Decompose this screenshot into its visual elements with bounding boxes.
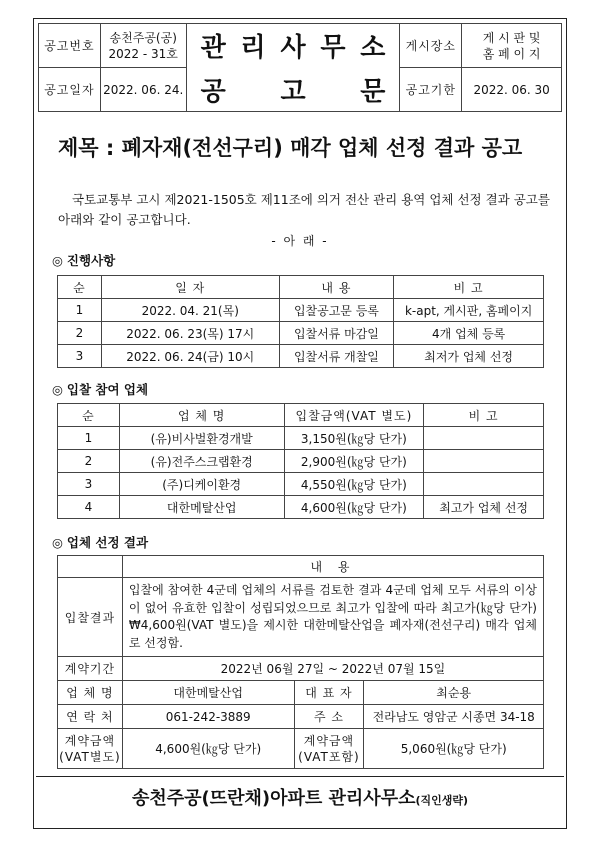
period-label: 계약기간 — [58, 657, 123, 681]
table-cell: 4개 업체 등록 — [394, 322, 544, 345]
table-row — [58, 473, 544, 496]
column-header: 비 고 — [424, 404, 544, 427]
content-header: 내 용 — [122, 556, 543, 578]
column-header: 순 — [58, 404, 120, 427]
section-marker-icon: ◎ — [52, 253, 63, 268]
table-header-row — [58, 404, 544, 427]
notice-word-text: 공 고 문 — [200, 76, 386, 107]
below-marker: - 아 래 - — [271, 234, 329, 248]
column-header: 일 자 — [101, 276, 279, 299]
table-cell: 최저가 업체 선정 — [394, 345, 544, 368]
post-place-value — [462, 24, 562, 68]
post-place-value-text: 게 시 판 및 홈 페 이 지 — [482, 30, 541, 61]
table-cell: 대한메탈산업 — [119, 496, 284, 519]
section-marker-icon: ◎ — [52, 535, 63, 550]
table-cell: 2 — [58, 322, 102, 345]
bidders-table-body — [58, 404, 544, 519]
table-cell: 입찰서류 마감일 — [279, 322, 394, 345]
table-cell: 입찰공고문 등록 — [279, 299, 394, 322]
column-header: 순 — [58, 276, 102, 299]
column-header: 비 고 — [394, 276, 544, 299]
notice-date-value: 2022. 06. 24. — [100, 68, 186, 112]
table-cell: 4 — [58, 496, 120, 519]
deadline-label: 공고기한 — [400, 68, 462, 112]
table-header-row — [58, 276, 544, 299]
office-title-text: 관 리 사 무 소 — [200, 33, 386, 64]
column-header: 업 체 명 — [119, 404, 284, 427]
footer-seal-note: (직인생략) — [415, 794, 469, 807]
notice-header — [38, 23, 562, 112]
intro-paragraph: 국토교통부 고시 제2021-1505호 제11조에 의거 전산 관리 용역 업체 선정 결과 공고를 아래와 같이 공고합니다. — [58, 192, 550, 227]
table-cell: 1 — [58, 427, 120, 450]
result-label: 입찰결과 — [58, 578, 123, 657]
company-label: 업 체 명 — [58, 681, 123, 705]
ceo-label: 대 표 자 — [294, 681, 364, 705]
post-place-label: 게시장소 — [400, 24, 462, 68]
table-cell: 1 — [58, 299, 102, 322]
amount2-label: 계약금액 (VAT포함) — [294, 729, 364, 769]
notice-no-value — [100, 24, 186, 68]
table-cell: (주)디케이환경 — [119, 473, 284, 496]
period-value: 2022년 06월 27일 ~ 2022년 07월 15일 — [122, 657, 543, 681]
section-selection-heading — [52, 533, 148, 551]
selection-table — [57, 555, 544, 769]
deadline-value: 2022. 06. 30 — [462, 68, 562, 112]
table-cell: 4,550원(㎏당 단가) — [284, 473, 424, 496]
phone-value: 061-242-3889 — [122, 705, 294, 729]
table-cell: 최고가 업체 선정 — [424, 496, 544, 519]
table-cell — [424, 450, 544, 473]
notice-word — [186, 68, 400, 112]
table-cell — [424, 427, 544, 450]
section-marker-icon: ◎ — [52, 382, 63, 397]
table-row — [58, 345, 544, 368]
progress-table — [57, 275, 544, 368]
table-row — [58, 450, 544, 473]
table-cell: 2,900원(㎏당 단가) — [284, 450, 424, 473]
amount-value: 4,600원(㎏당 단가) — [122, 729, 294, 769]
table-row — [58, 299, 544, 322]
table-cell: (유)비사벌환경개발 — [119, 427, 284, 450]
result-text: 입찰에 참여한 4군데 업체의 서류를 검토한 결과 4군데 업체 모두 서류의 이상이 없어 유효한 입찰이 성립되었으므로 최고가 입찰에 따라 최고가(㎏당 단가) ₩4,600원(VAT 별도)을 제시한 대한메탈산업을 폐자재(전선구리) 매각 업체로 선정함. — [122, 578, 543, 657]
section-bidders-title: 입찰 참여 업체 — [66, 382, 149, 397]
notice-no-value-text: 송천주공(공) 2022 - 31호 — [108, 30, 178, 61]
address-value: 전라남도 영암군 시종면 34-18 — [364, 705, 544, 729]
selection-blank-cell — [58, 556, 123, 578]
table-cell: 3 — [58, 473, 120, 496]
amount-label: 계약금액 (VAT별도) — [58, 729, 123, 769]
company-value: 대한메탈산업 — [122, 681, 294, 705]
section-progress-title: 진행사항 — [66, 253, 116, 268]
table-cell: k-apt, 게시판, 홈페이지 — [394, 299, 544, 322]
table-cell: 2022. 04. 21(목) — [101, 299, 279, 322]
notice-no-label: 공고번호 — [39, 24, 101, 68]
footer-divider — [36, 776, 564, 777]
table-row — [58, 427, 544, 450]
table-cell: 2 — [58, 450, 120, 473]
phone-label: 연 락 처 — [58, 705, 123, 729]
section-selection-title: 업체 선정 결과 — [66, 535, 149, 550]
ceo-value: 최순용 — [364, 681, 544, 705]
table-row — [58, 322, 544, 345]
table-cell: 3,150원(㎏당 단가) — [284, 427, 424, 450]
table-cell: (유)전주스크랩환경 — [119, 450, 284, 473]
section-bidders-heading — [52, 380, 148, 398]
table-cell: 2022. 06. 24(금) 10시 — [101, 345, 279, 368]
table-cell — [424, 473, 544, 496]
table-cell: 2022. 06. 23(목) 17시 — [101, 322, 279, 345]
column-header: 내 용 — [279, 276, 394, 299]
table-row — [58, 496, 544, 519]
footer-signature — [0, 784, 600, 810]
table-cell: 4,600원(㎏당 단가) — [284, 496, 424, 519]
amount2-value: 5,060원(㎏당 단가) — [364, 729, 544, 769]
table-cell: 입찰서류 개찰일 — [279, 345, 394, 368]
bidders-table — [57, 403, 544, 519]
notice-date-label: 공고일자 — [39, 68, 101, 112]
table-cell: 3 — [58, 345, 102, 368]
office-title — [186, 24, 400, 68]
section-progress-heading — [52, 251, 115, 269]
footer-org: 송천주공(뜨란채)아파트 관리사무소 — [131, 788, 416, 809]
column-header: 입찰금액(VAT 별도) — [284, 404, 424, 427]
notice-title: 제목 : 폐자재(전선구리) 매각 업체 선정 결과 공고 — [58, 136, 523, 160]
progress-table-body — [58, 276, 544, 368]
address-label: 주 소 — [294, 705, 364, 729]
